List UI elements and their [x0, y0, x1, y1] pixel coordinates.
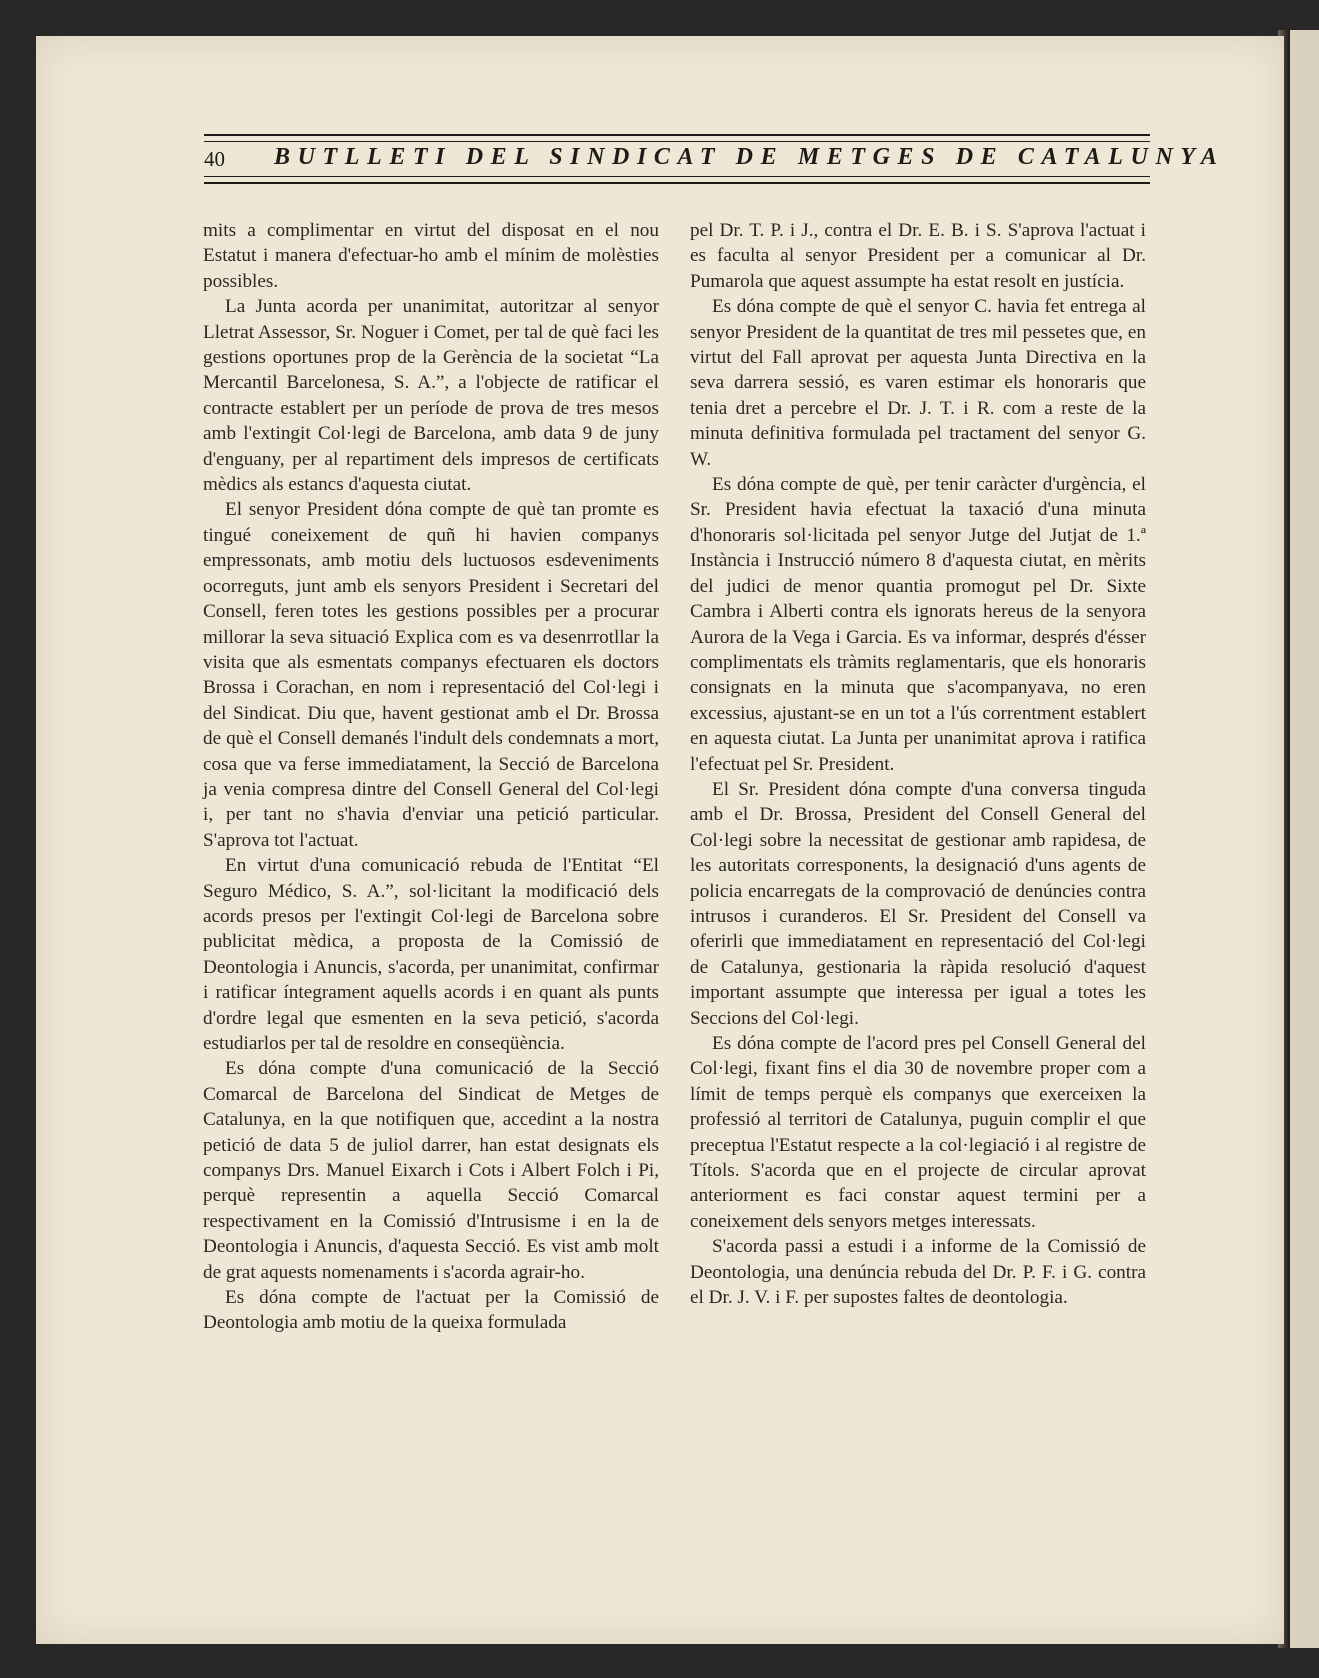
paragraph: Es dóna compte de què el senyor C. havia fet entrega al senyor President de la quantitat de tres mil pessetes que, en virtut del Fall aprovat per aquesta Junta Directiva en la seva darrera sessió, es varen estimar els honoraris que tenia dret a percebre el Dr. J. T. i R. com a reste de la minuta definitiva formulada pel tractament del senyor G. W. — [690, 296, 1146, 470]
paragraph: En virtut d'una comunicació rebuda de l'Entitat “El Seguro Médico, S. A.”, sol·licitant la modificació dels acords presos per l'extingit Col·legi de Barcelona sobre publicitat mèdica, a proposta de la Comissió de Deontologia i Anuncis, s'acorda, per unanimitat, confirmar i ratificar íntegrament aquells acords i en quant als punts d'ordre legal que esmenten en la seva petició, s'acorda estudiarlos per tal de resoldre en conseqüència. — [203, 855, 659, 1054]
paragraph: Es dóna compte de l'actuat per la Comissió de Deontologia amb motiu de la queixa formulada — [203, 1287, 659, 1334]
header-rule-bottom — [204, 176, 1150, 184]
paragraph: La Junta acorda per unanimitat, autoritzar al senyor Lletrat Assessor, Sr. Noguer i Comet, per tal de què faci les gestions oportunes prop de la Gerència de la societat “La Mercantil Barcelonesa, S. A.”, a l'objecte de ratificar el contracte establert per un període de prova de tres mesos amb l'extingit Col·legi de Barcelona, amb data 9 de juny d'enguany, per al repartiment dels impresos de certificats mèdics als estancs d'aquesta ciutat. — [203, 296, 659, 496]
paragraph: Es dóna compte de l'acord pres pel Consell General del Col·legi, fixant fins el dia 30 de novembre proper com a límit de temps perquè els companys que exerceixen la professió al territori de Catalunya, puguin complir el que preceptua l'Estatut respecte a la col·legiació i al registre de Títols. S'acorda que en el projecte de circular aprovat anteriorment es faci constar aquest termini per a coneixement dels senyors metges interessats. — [690, 1033, 1146, 1232]
journal-title: BUTLLETI DEL SINDICAT DE METGES DE CATALUNYA — [274, 144, 1225, 170]
paragraph: mits a complimentar en virtut del disposat en el nou Estatut i manera d'efectuar-ho amb el mínim de molèsties possibles. — [203, 220, 659, 292]
running-header — [204, 134, 1225, 184]
paragraph: El senyor President dóna compte de què tan promte es tingué coneixement de quñ hi havien companys empressonats, amb motiu dels luctuosos esdeveniments ocorreguts, junt amb els senyors President i Secretari del Consell, feren totes les gestions possibles per a procurar millorar la seva situació Explica com es va desenrrotllar la visita que als esmentats companys efectuaren els doctors Brossa i Corachan, en nom i representació del Col·legi i del Sindicat. Diu que, havent gestionat amb el Dr. Brossa de què el Consell demanés l'indult dels condemnats a mort, cosa que va ferse immediatament, la Secció de Barcelona ja venia compresa dintre del Consell General del Col·legi i, per tant no s'havia d'enviar una petició particular. S'aprova tot l'actuat. — [203, 499, 659, 851]
right-column — [690, 218, 1146, 1310]
left-column — [203, 218, 659, 1336]
paragraph: Es dóna compte de què, per tenir caràcter d'urgència, el Sr. President havia efectuat la taxació d'una minuta d'honoraris sol·licitada pel senyor Jutge del Jutjat de 1.ª Instància i Instrucció número 8 d'aquesta ciutat, en mèrits del judici de menor quantia promogut pel Dr. Sixte Cambra i Alberti contra els ignorats hereus de la senyora Aurora de la Vega i Garcia. Es va informar, després d'ésser complimentats els tràmits reglamentaris, que els honoraris consignats en la minuta que s'acompanyava, no eren excessius, ajustant-se en un tot a l'ús correntment establert en aquesta ciutat. La Junta per unanimitat aprova i ratifica l'efectuat pel Sr. President. — [690, 474, 1146, 775]
header-rule-top — [204, 134, 1150, 142]
paragraph: Es dóna compte d'una comunicació de la Secció Comarcal de Barcelona del Sindicat de Metges de Catalunya, en la que notifiquen que, accedint a la nostra petició de data 5 de juliol darrer, han estat designats els companys Drs. Manuel Eixarch i Cots i Albert Folch i Pi, perquè representin a aquella Secció Comarcal respectivament en la Comissió d'Intrusisme i en la de Deontologia i Anuncis, d'aquesta Secció. Es vist amb molt de grat aquests nomenaments i s'acorda agrair-ho. — [203, 1058, 659, 1283]
facing-page-edge — [1290, 30, 1319, 1648]
paragraph: pel Dr. T. P. i J., contra el Dr. E. B. i S. S'aprova l'actuat i es faculta al senyor President per a comunicar al Dr. Pumarola que aquest assumpte ha estat resolt en justícia. — [690, 220, 1146, 292]
paragraph: El Sr. President dóna compte d'una conversa tinguda amb el Dr. Brossa, President del Consell General del Col·legi sobre la necessitat de gestionar amb rapidesa, de les autoritats corresponents, la designació d'uns agents de policia encarregats de la comprovació de denúncies contra intrusos i curanderos. El Sr. President del Consell va oferirli que immediatament en representació del Col·legi de Catalunya, gestionaria la ràpida resolució d'aquest important assumpte que interessa per igual a totes les Seccions del Col·legi. — [690, 778, 1146, 1029]
page-number: 40 — [204, 147, 225, 171]
paragraph: S'acorda passi a estudi i a informe de la Comissió de Deontologia, una denúncia rebuda del Dr. P. F. i G. contra el Dr. J. V. i F. per supostes faltes de deontologia. — [690, 1236, 1146, 1309]
